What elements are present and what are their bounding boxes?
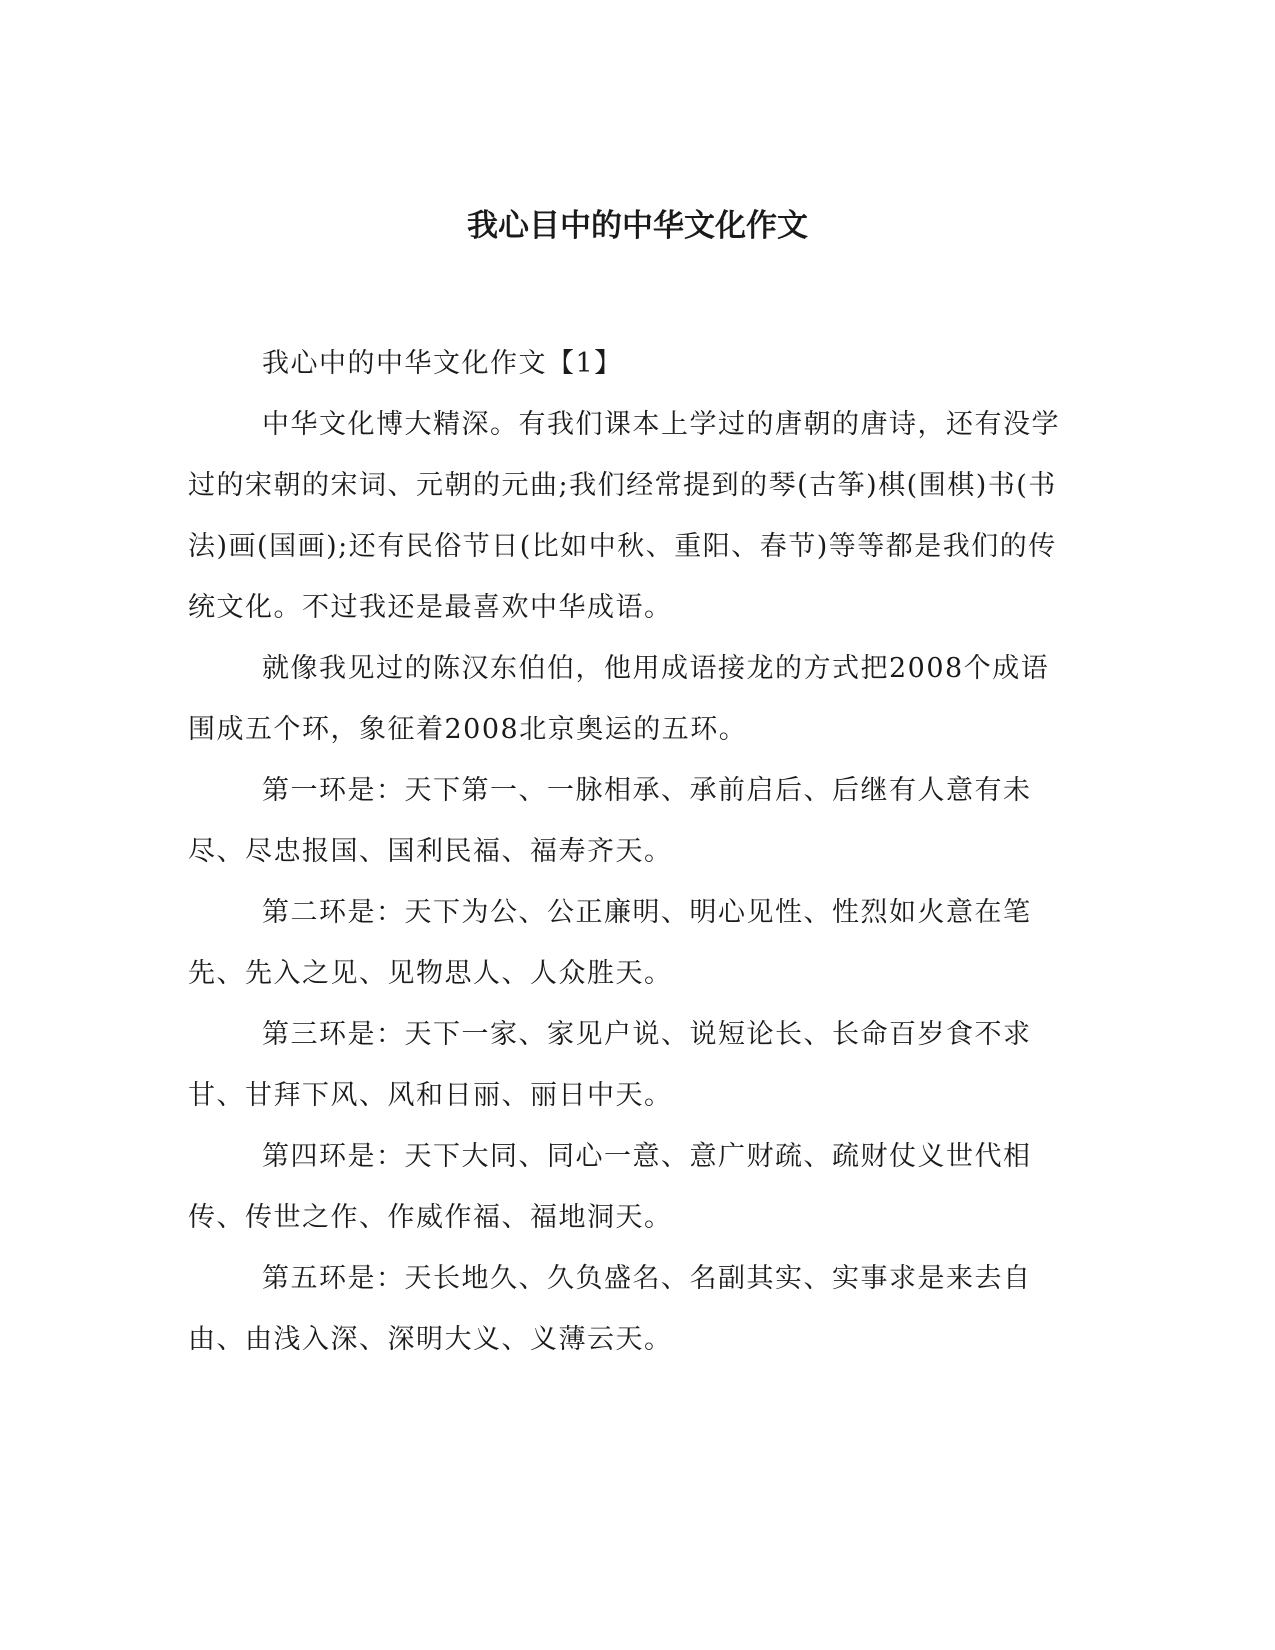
paragraph-ring-3: 第三环是：天下一家、家见户说、说短论长、长命百岁食不求甘、甘拜下风、风和日丽、丽日中天。 [188,1019,1032,1111]
document-title: 我心目中的中华文化作文 [467,208,808,244]
paragraph-ring-1: 第一环是：天下第一、一脉相承、承前启后、后继有人意有未尽、尽忠报国、国利民福、福寿齐天。 [188,775,1032,867]
paragraph-ring-4: 第四环是：天下大同、同心一意、意广财疏、疏财仗义世代相传、传世之作、作威作福、福地洞天。 [188,1141,1032,1233]
paragraph-intro: 中华文化博大精深。有我们课本上学过的唐朝的唐诗，还有没学过的宋朝的宋词、元朝的元曲;我们经常提到的琴(古筝)棋(围棋)书(书法)画(国画);还有民俗节日(比如中秋、重阳、春节)等等都是我们的传统文化。不过我还是最喜欢中华成语。 [188,409,1060,623]
paragraph-ring-2: 第二环是：天下为公、公正廉明、明心见性、性烈如火意在笔先、先入之见、见物思人、人众胜天。 [188,897,1032,989]
document-body [188,333,1070,1370]
paragraph-example: 就像我见过的陈汉东伯伯，他用成语接龙的方式把2008个成语围成五个环，象征着2008北京奥运的五环。 [188,653,1050,745]
section-heading: 我心中的中华文化作文【1】 [262,348,623,379]
paragraph-ring-5: 第五环是：天长地久、久负盛名、名副其实、实事求是来去自由、由浅入深、深明大义、义薄云天。 [188,1263,1032,1355]
